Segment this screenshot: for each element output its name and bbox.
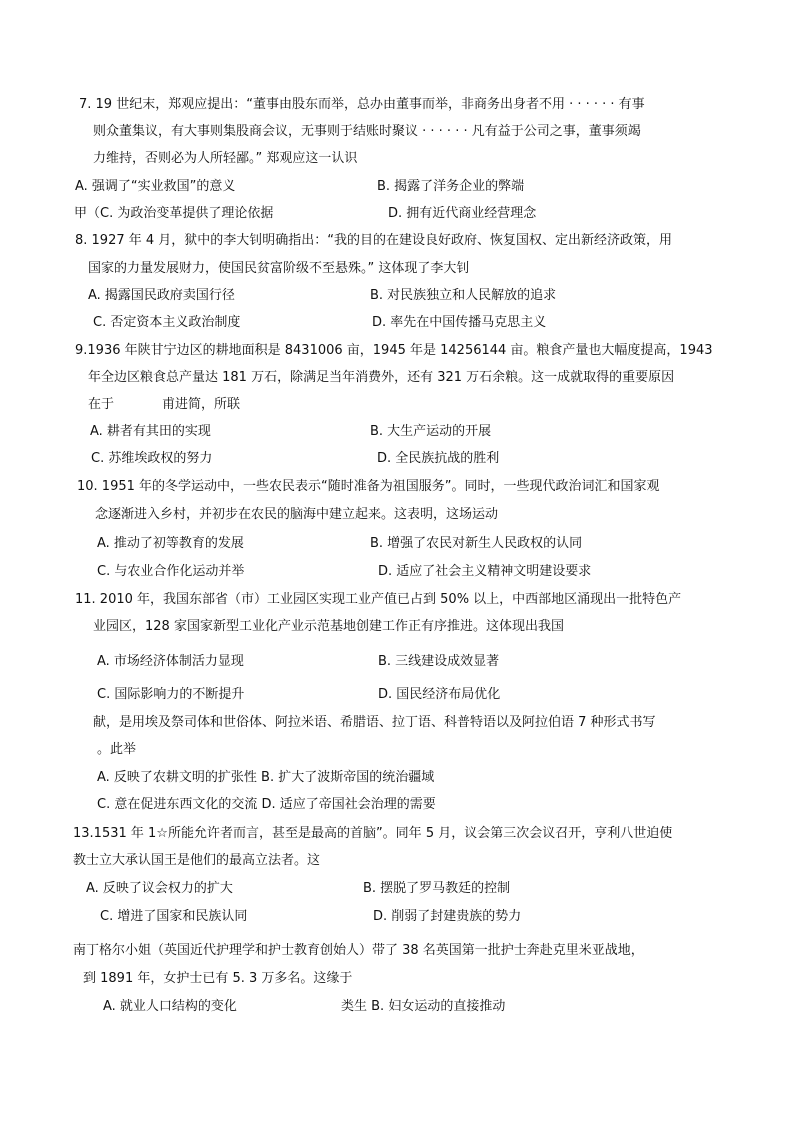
q11-option-b: B. 三线建设成效显著	[378, 654, 500, 669]
q8-line-2: 国家的力量发展财力，使国民贫富阶级不至悬殊。” 这体现了李大钊	[88, 261, 470, 276]
q10-option-c: C. 与农业合作化运动并举	[97, 564, 245, 579]
q13-option-a: A. 反映了议会权力的扩大	[86, 881, 233, 896]
q11-line-2: 业园区，128 家国家新型工业化产业示范基地创建工作正有序推进。这体现出我国	[93, 619, 564, 634]
q7-option-a: A. 强调了“实业救国”的意义	[75, 179, 236, 194]
q14-option-b: 类生 B. 妇女运动的直接推动	[341, 999, 506, 1014]
q8-option-a: A. 揭露国民政府卖国行径	[88, 288, 235, 303]
q9-line-1: 9.1936 年陕甘宁边区的耕地面积是 8431006 亩，1945 年是 14256144 亩。粮食产量也大幅度提高，1943	[75, 343, 713, 358]
q10-option-b: B. 增强了农民对新生人民政权的认同	[370, 536, 583, 551]
q9-line-2: 年全边区粮食总产量达 181 万石，除满足当年消费外，还有 321 万石余粮。这一成就取得的重要原因	[88, 370, 675, 385]
q7-option-b: B. 揭露了洋务企业的弊端	[377, 179, 525, 194]
q12-options-a-b: A. 反映了农耕文明的扩张性 B. 扩大了波斯帝国的统治疆域	[97, 770, 435, 785]
q13-line-1: 13.1531 年 1☆所能允许者而言，甚至是最高的首脑”。同年 5 月，议会第三次会议召开，亨利八世迫使	[73, 826, 673, 841]
q11-option-d: D. 国民经济布局优化	[378, 687, 501, 702]
q10-line-1: 10. 1951 年的冬学运动中，一些农民表示“随时准备为祖国服务”。同时，一些现代政治词汇和国家观	[77, 479, 660, 494]
q13-option-b: B. 摆脱了罗马教廷的控制	[363, 881, 511, 896]
q8-option-c: C. 否定资本主义政治制度	[93, 315, 241, 330]
q9-line-3-start: 在于	[88, 397, 115, 412]
q12-line-2: 。此举	[97, 742, 137, 757]
q7-option-d: D. 拥有近代商业经营理念	[388, 206, 537, 221]
q11-option-a: A. 市场经济体制活力显现	[97, 654, 244, 669]
q11-option-c: C. 国际影响力的不断提升	[97, 687, 245, 702]
q10-option-a: A. 推动了初等教育的发展	[97, 536, 244, 551]
q10-line-2: 念逐渐进入乡村，并初步在农民的脑海中建立起来。这表明，这场运动	[95, 507, 499, 522]
q7-line-1: 7. 19 世纪末，郑观应提出：“董事由股东而举，总办由董事而举，非商务出身者不用 · · · · · · 有事	[79, 97, 645, 112]
q14-line-1: 南丁格尔小姐（英国近代护理学和护士教育创始人）带了 38 名英国第一批护士奔赴克里米亚战地，	[73, 943, 644, 958]
q9-option-a: A. 耕者有其田的实现	[90, 424, 211, 439]
q13-option-c: C. 增进了国家和民族认同	[100, 909, 248, 924]
q12-options-c-d: C. 意在促进东西文化的交流 D. 适应了帝国社会治理的需要	[97, 797, 436, 812]
q11-line-1: 11. 2010 年，我国东部省（市）工业园区实现工业产值已占到 50% 以上，中西部地区涌现出一批特色产	[75, 592, 682, 607]
q8-option-b: B. 对民族独立和人民解放的追求	[370, 288, 557, 303]
q9-line-3-fragment: 甫进简，所联	[162, 397, 241, 412]
q14-option-a: A. 就业人口结构的变化	[103, 999, 237, 1014]
q9-option-b: B. 大生产运动的开展	[370, 424, 492, 439]
q14-line-2: 到 1891 年，女护士已有 5. 3 万多名。这缘于	[83, 971, 353, 986]
q8-line-1: 8. 1927 年 4 月，狱中的李大钊明确指出：“我的目的在建设良好政府、恢复国权、定出新经济政策，用	[75, 233, 673, 248]
q7-line-3: 力维持，否则必为人所轻鄙。” 郑观应这一认识	[93, 151, 358, 166]
q13-line-2: 教士立大承认国王是他们的最高立法者。这	[73, 853, 321, 868]
q12-line-1: 献，是用埃及祭司体和世俗体、阿拉米语、希腊语、拉丁语、科普特语以及阿拉伯语 7 种形式书写	[93, 715, 656, 730]
q13-option-d: D. 削弱了封建贵族的势力	[373, 909, 522, 924]
q7-option-c: 甲（C. 为政治变革提供了理论依据	[74, 206, 274, 221]
q8-option-d: D. 率先在中国传播马克思主义	[372, 315, 547, 330]
q9-option-c: C. 苏维埃政权的努力	[91, 451, 213, 466]
q7-line-2: 则众董集议，有大事则集股商会议，无事则于结账时聚议 · · · · · · 凡有益于公司之事，董事须竭	[93, 124, 641, 139]
q10-option-d: D. 适应了社会主义精神文明建设要求	[378, 564, 592, 579]
q9-option-d: D. 全民族抗战的胜利	[377, 451, 500, 466]
